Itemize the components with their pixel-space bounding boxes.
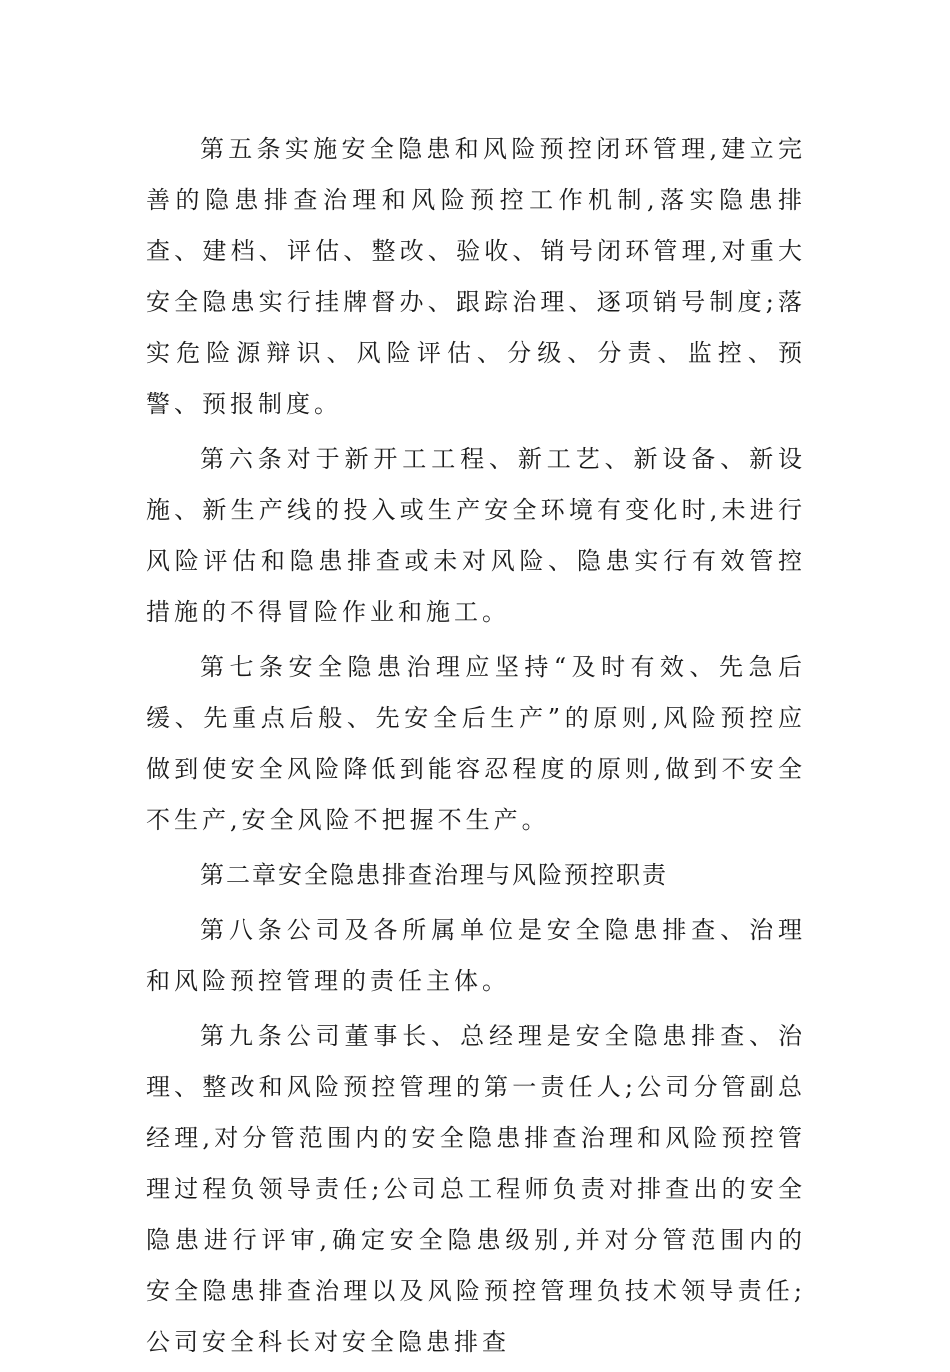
- article-6-paragraph: 第六条对于新开工工程、新工艺、新设备、新设施、新生产线的投入或生产安全环境有变化时,未进行风险评估和隐患排查或未对风险、隐患实行有效管控措施的不得冒险作业和施工。: [146, 445, 806, 626]
- document-body: [146, 124, 806, 1372]
- article-7-paragraph: 第七条安全隐患治理应坚持“及时有效、先急后缓、先重点后般、先安全后生产”的原则,风险预控应做到使安全风险降低到能容忍程度的原则,做到不安全不生产,安全风险不把握不生产。: [146, 653, 806, 834]
- article-5-paragraph: 第五条实施安全隐患和风险预控闭环管理,建立完善的隐患排查治理和风险预控工作机制,落实隐患排查、建档、评估、整改、验收、销号闭环管理,对重大安全隐患实行挂牌督办、跟踪治理、逐项销号制度;落实危险源辩识、风险评估、分级、分责、监控、预警、预报制度。: [146, 135, 806, 418]
- article-9-paragraph: 第九条公司董事长、总经理是安全隐患排查、治理、整改和风险预控管理的第一责任人;公司分管副总经理,对分管范围内的安全隐患排查治理和风险预控管理过程负领导责任;公司总工程师负责对排查出的安全隐患进行评审,确定安全隐患级别,并对分管范围内的安全隐患排查治理以及风险预控管理负技术领导责任;公司安全科长对安全隐患排查: [146, 1022, 806, 1356]
- article-8-paragraph: 第八条公司及各所属单位是安全隐患排查、治理和风险预控管理的责任主体。: [146, 916, 806, 995]
- chapter-2-heading: 第二章安全隐患排查治理与风险预控职责: [200, 861, 668, 889]
